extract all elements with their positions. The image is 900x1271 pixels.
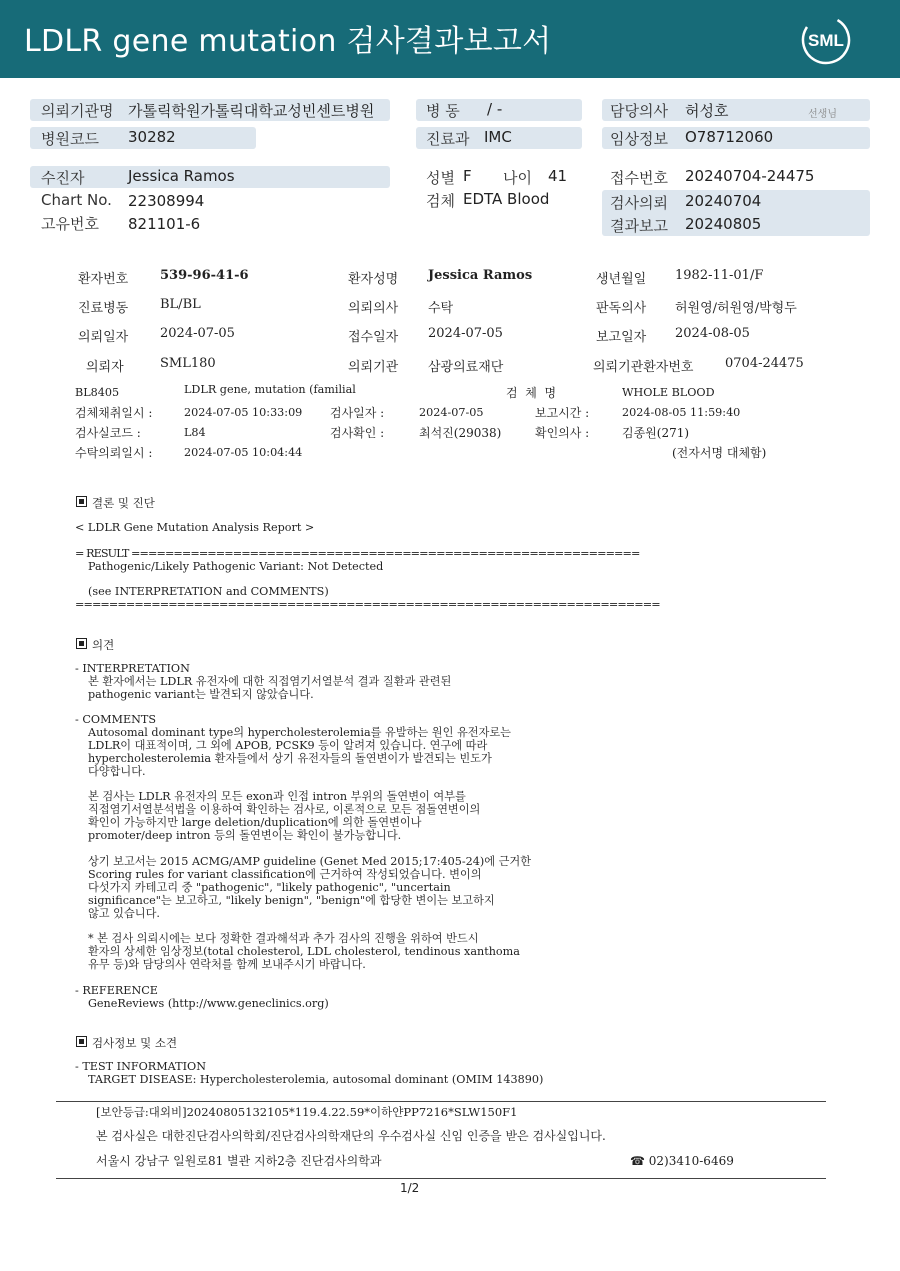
tb-specimen-label: 검 체 명 — [506, 386, 557, 400]
comment-line: 않고 있습니다. — [88, 907, 160, 920]
sml-logo-icon — [800, 14, 852, 66]
svg-text:SML: SML — [808, 31, 844, 50]
section-box-icon — [76, 1036, 87, 1047]
receipt-value: 20240704-24475 — [685, 167, 815, 185]
comment-line: significance"는 보고하고, "likely benign", "benign"에 합당한 변이는 보고하지 — [88, 894, 495, 907]
sex-value: F — [463, 167, 472, 185]
lab-code-value: L84 — [184, 426, 206, 439]
pb-label: 생년월일 — [596, 272, 647, 287]
pb-label: 접수일자 — [348, 330, 399, 345]
report-header — [0, 0, 900, 78]
ward-value: / - — [487, 100, 503, 118]
comment-line: Autosomal dominant type의 hypercholesterolemia를 유발하는 원인 유전자로는 — [88, 726, 511, 739]
phone-line: ☎ 02)3410-6469 — [630, 1154, 734, 1168]
address-line: 서울시 강남구 일원로81 별관 지하2층 진단검사의학과 — [96, 1154, 382, 1168]
pb-value: 539-96-41-6 — [160, 268, 249, 283]
confirm-doctor-value: 김종원(271) — [622, 426, 690, 440]
hospital-code-value: 30282 — [128, 128, 176, 146]
comment-line: 다섯가지 카테고리 중 "pathogenic", "likely pathogenic", "uncertain — [88, 881, 451, 894]
report-title-line: < LDLR Gene Mutation Analysis Report > — [75, 521, 315, 534]
tb-specimen-value: WHOLE BLOOD — [622, 386, 715, 399]
confirm-doctor-label: 확인의사 : — [535, 426, 590, 440]
reference-value: GeneReviews (http://www.geneclinics.org) — [88, 997, 329, 1010]
collect-label: 검체채취일시 : — [75, 406, 153, 420]
specimen-label: 검체 — [426, 192, 455, 210]
comment-line: 다양합니다. — [88, 765, 146, 778]
section-box-icon — [76, 638, 87, 649]
test-name: LDLR gene, mutation (familial — [184, 383, 356, 396]
pb-value: 2024-07-05 — [428, 326, 503, 341]
pb-label: 의뢰기관환자번호 — [593, 360, 694, 375]
opinion-heading: 의견 — [76, 637, 114, 653]
unique-label: 고유번호 — [41, 215, 99, 233]
unique-value: 821101-6 — [128, 215, 201, 233]
interp-line: pathogenic variant는 발견되지 않았습니다. — [88, 688, 314, 701]
interp-line: 본 환자에서는 LDLR 유전자에 대한 직접염기서열분석 결과 질환과 관련된 — [88, 675, 452, 688]
chart-value: 22308994 — [128, 192, 205, 210]
doctor-suffix: 선생님 — [808, 109, 837, 120]
pb-label: 판독의사 — [596, 301, 647, 316]
comment-line: 상기 보고서는 2015 ACMG/AMP guideline (Genet Med 2015;17:405-24)에 근거한 — [88, 855, 532, 868]
sex-label: 성별 — [426, 169, 455, 187]
test-info-heading: 검사정보 및 소견 — [76, 1035, 177, 1051]
end-line: ===================================================================== — [75, 598, 660, 611]
age-value: 41 — [548, 167, 568, 185]
pb-value: Jessica Ramos — [428, 268, 533, 283]
comment-line: LDLR이 대표적이며, 그 외에 APOB, PCSK9 등이 알려져 있습니다. 연구에 따라 — [88, 739, 488, 752]
pb-value: 1982-11-01/F — [675, 268, 764, 283]
pb-label: 의뢰의사 — [348, 301, 399, 316]
pb-value: 삼광의료재단 — [428, 360, 504, 375]
ward-label: 병 동 — [426, 102, 460, 120]
comment-line: * 본 검사 의뢰시에는 보다 정확한 결과해석과 추가 검사의 진행을 위하여 반드시 — [88, 932, 479, 945]
see-note: (see INTERPRETATION and COMMENTS) — [88, 585, 329, 598]
comment-line: 환자의 상세한 임상정보(total cholesterol, LDL cholesterol, tendinous xanthoma — [88, 945, 520, 958]
page-number: 1/2 — [400, 1181, 420, 1195]
pb-value: 2024-07-05 — [160, 326, 235, 341]
request-label: 검사의뢰 — [610, 194, 668, 212]
security-line: [보안등급:대외비]20240805132105*119.4.22.59*이하얀PP7216*SLW150F1 — [96, 1105, 518, 1119]
comments-title: - COMMENTS — [75, 713, 157, 726]
patient-label: 수진자 — [41, 169, 85, 187]
report-title: LDLR gene mutation 검사결과보고서 — [24, 24, 552, 59]
reference-title: - REFERENCE — [75, 984, 158, 997]
pb-value: 허원영/허원영/박형두 — [675, 301, 797, 316]
lab-code-label: 검사실코드 : — [75, 426, 141, 440]
receipt-label: 접수번호 — [610, 169, 668, 187]
clinical-value: O78712060 — [685, 128, 774, 146]
patient-value: Jessica Ramos — [128, 167, 235, 185]
pb-value: SML180 — [160, 356, 216, 371]
pb-label: 의뢰자 — [86, 360, 124, 375]
report-time-label: 보고시간 : — [535, 406, 590, 420]
chart-label: Chart No. — [41, 191, 112, 209]
report-label: 결과보고 — [610, 217, 668, 235]
interp-title: - INTERPRETATION — [75, 662, 190, 675]
cert-line: 본 검사실은 대한진단검사의학회/진단검사의학재단의 우수검사실 신임 인증을 받은 검사실입니다. — [96, 1129, 606, 1143]
pb-label: 환자번호 — [78, 272, 129, 287]
pb-label: 진료병동 — [78, 301, 129, 316]
test-info-title: - TEST INFORMATION — [75, 1060, 206, 1073]
result-value: Pathogenic/Likely Pathogenic Variant: Not Detected — [88, 560, 384, 573]
comment-line: Scoring rules for variant classification에 근거하여 작성되었습니다. 변이의 — [88, 868, 482, 881]
exam-date-value: 2024-07-05 — [419, 406, 484, 419]
pb-value: 0704-24475 — [725, 356, 804, 371]
esign-note: (전자서명 대체함) — [672, 446, 767, 460]
comment-line: 유무 등)와 담당의사 연락처를 함께 보내주시기 바랍니다. — [88, 958, 366, 971]
consign-label: 수탁의뢰일시 : — [75, 446, 153, 460]
pb-label: 의뢰일자 — [78, 330, 129, 345]
comment-line: 본 검사는 LDLR 유전자의 모든 exon과 인접 intron 부위의 돌연변이 여부를 — [88, 790, 466, 803]
confirm-value: 최석진(29038) — [419, 426, 502, 440]
pb-value: 2024-08-05 — [675, 326, 750, 341]
footer-top-rule — [56, 1101, 826, 1102]
test-code: BL8405 — [75, 386, 120, 399]
comment-line: promoter/deep intron 등의 돌연변이는 확인이 불가능합니다. — [88, 829, 402, 842]
section-box-icon — [76, 496, 87, 507]
doctor-label: 담당의사 — [610, 102, 668, 120]
comment-line: 직접염기서열분석법을 이용하여 확인하는 검사로, 이론적으로 모든 점돌연변이의 — [88, 803, 481, 816]
request-value: 20240704 — [685, 192, 762, 210]
dept-label: 진료과 — [426, 130, 470, 148]
exam-date-label: 검사일자 : — [330, 406, 385, 420]
conclusion-heading: 결론 및 진단 — [76, 495, 155, 511]
age-label: 나이 — [503, 169, 532, 187]
pb-label: 보고일자 — [596, 330, 647, 345]
report-time-value: 2024-08-05 11:59:40 — [622, 406, 741, 419]
footer-bottom-rule — [56, 1178, 826, 1179]
institution-label: 의뢰기관명 — [41, 102, 114, 120]
result-line: = RESULT ============================================================ — [75, 547, 640, 560]
pb-label: 환자성명 — [348, 272, 399, 287]
report-value: 20240805 — [685, 215, 762, 233]
clinical-label: 임상정보 — [610, 130, 668, 148]
pb-value: BL/BL — [160, 297, 201, 312]
pb-label: 의뢰기관 — [348, 360, 399, 375]
specimen-value: EDTA Blood — [463, 190, 550, 208]
comment-line: hypercholesterolemia 환자들에서 상기 유전자들의 돌연변이가 발견되는 빈도가 — [88, 752, 492, 765]
target-disease: TARGET DISEASE: Hypercholesterolemia, autosomal dominant (OMIM 143890) — [88, 1073, 544, 1086]
hospital-code-label: 병원코드 — [41, 130, 99, 148]
dept-value: IMC — [484, 128, 512, 146]
collect-value: 2024-07-05 10:33:09 — [184, 406, 303, 419]
institution-value: 가톨릭학원가톨릭대학교성빈센트병원 — [128, 102, 375, 120]
confirm-label: 검사확인 : — [330, 426, 385, 440]
comment-line: 확인이 가능하지만 large deletion/duplication에 의한 돌연변이나 — [88, 816, 422, 829]
pb-value: 수탁 — [428, 301, 454, 316]
consign-value: 2024-07-05 10:04:44 — [184, 446, 303, 459]
doctor-value: 허성호 — [685, 102, 729, 120]
